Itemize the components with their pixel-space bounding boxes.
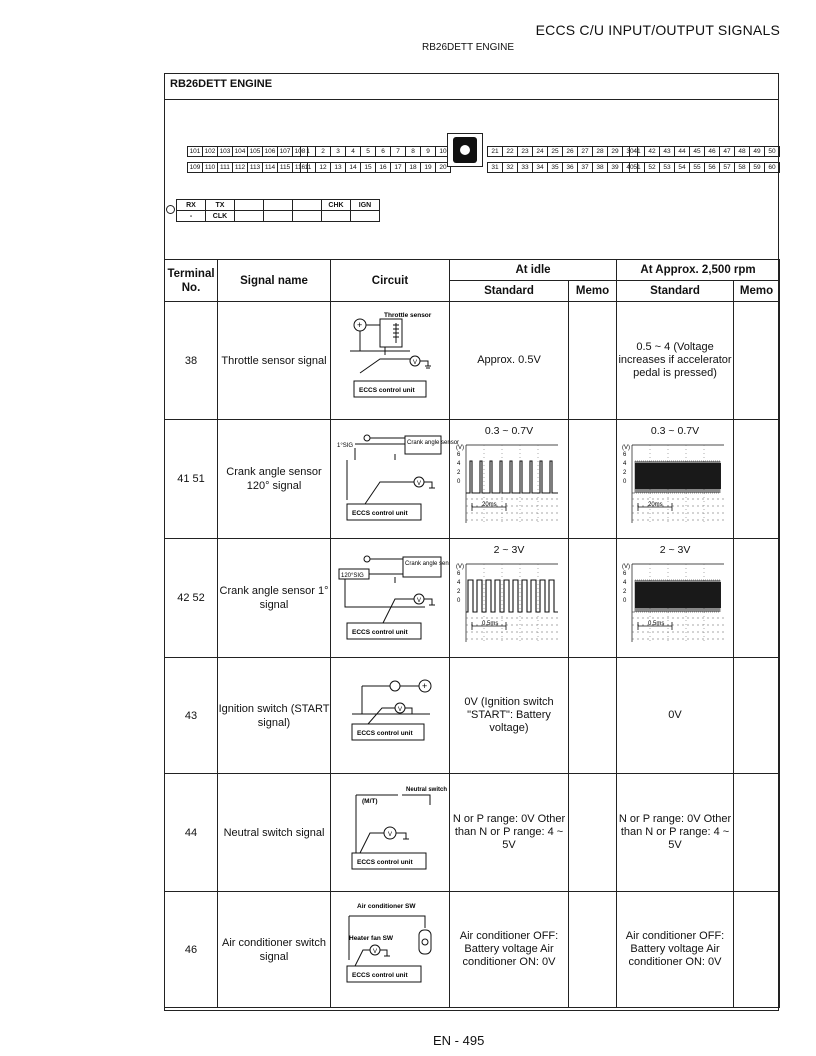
connector-pin: 2 xyxy=(316,147,331,156)
signal-name: Crank angle sensor 1° signal xyxy=(218,539,331,658)
connector-pin: 45 xyxy=(690,147,705,156)
connector-pin: 19 xyxy=(421,163,436,172)
divider xyxy=(164,99,779,100)
connector-pin: 34 xyxy=(533,163,548,172)
oscilloscope-trace xyxy=(454,556,564,648)
circuit-diagram xyxy=(331,774,450,892)
svg-text:Neutral switch: Neutral switch xyxy=(406,787,448,793)
connector-pin: 24 xyxy=(533,147,548,156)
svg-text:V: V xyxy=(417,597,422,604)
circuit-diagram xyxy=(331,892,450,1008)
connector-pin: 8 xyxy=(406,147,421,156)
diag-pin: RX xyxy=(177,200,206,211)
svg-text:V: V xyxy=(398,707,403,713)
scope-tick: 0 xyxy=(623,478,627,485)
header-circuit: Circuit xyxy=(331,260,450,302)
connector-pin: 53 xyxy=(660,163,675,172)
scope-tick: 4 xyxy=(457,460,461,467)
idle-standard: 0V (Ignition switch "START": Battery voltage) xyxy=(450,658,569,774)
time-scale-label: 0.5ms xyxy=(648,620,665,627)
page-header-subtitle: RB26DETT ENGINE xyxy=(422,42,515,53)
pin-row xyxy=(187,162,308,173)
connector-pin: 7 xyxy=(391,147,406,156)
waveform-line xyxy=(632,461,720,493)
scope-tick: 0 xyxy=(457,597,461,604)
connector-pin: 38 xyxy=(593,163,608,172)
connector-pin: 109 xyxy=(188,163,203,172)
rpm-waveform: 2 ~ 3V (V) 6 4 2 0 0.5ms xyxy=(617,539,734,658)
connector-pin: 16 xyxy=(376,163,391,172)
time-scale-label: 20ms xyxy=(482,501,497,508)
connector-pin: 41 xyxy=(630,147,645,156)
connector-pin: 26 xyxy=(563,147,578,156)
connector-pin: 105 xyxy=(248,147,263,156)
diag-pin xyxy=(293,200,322,211)
svg-text:ECCS control unit: ECCS control unit xyxy=(357,730,413,737)
connector-pin: 116 xyxy=(294,164,306,171)
connector-pin: 40 xyxy=(626,164,634,171)
scope-unit: (V) xyxy=(456,444,464,451)
connector-pin: 49 xyxy=(750,147,765,156)
svg-text:V: V xyxy=(373,949,378,955)
connector-pin: 35 xyxy=(548,163,563,172)
diag-pin xyxy=(235,211,264,222)
connector-pin: 46 xyxy=(705,147,720,156)
terminal-number: 41 51 xyxy=(165,420,218,539)
scope-tick: 6 xyxy=(623,451,627,458)
rpm-memo xyxy=(734,774,780,892)
connector-pin: 43 xyxy=(660,147,675,156)
pin-row xyxy=(300,146,451,157)
neutral-switch-circuit xyxy=(340,783,448,879)
connector-pin: 23 xyxy=(518,147,533,156)
connector-pin: 59 xyxy=(750,163,765,172)
svg-text:V: V xyxy=(413,360,418,366)
svg-text:Heater fan SW: Heater fan SW xyxy=(349,935,394,942)
rpm-memo xyxy=(734,420,780,539)
connector-pin: 4 xyxy=(346,147,361,156)
circuit-diagram xyxy=(331,420,460,539)
scope-tick: 0 xyxy=(623,597,627,604)
connector-pin: 50 xyxy=(768,148,776,155)
rpm-standard: 0V xyxy=(617,658,734,774)
svg-text:V: V xyxy=(417,480,422,487)
air-conditioner-circuit xyxy=(335,900,445,996)
connector-pin: 112 xyxy=(233,163,248,172)
connector-pin: 108 xyxy=(294,148,306,155)
signal-name: Ignition switch (START signal) xyxy=(218,658,331,774)
svg-text:ECCS control unit: ECCS control unit xyxy=(352,972,408,979)
idle-memo xyxy=(569,658,617,774)
waveform-line xyxy=(466,461,558,493)
table-row xyxy=(165,658,780,774)
connector-pin: 9 xyxy=(421,147,436,156)
connector-pin: 22 xyxy=(503,147,518,156)
scope-unit: (V) xyxy=(622,563,631,570)
connector-pin: 103 xyxy=(218,147,233,156)
connector-pin: 42 xyxy=(645,147,660,156)
diag-pin xyxy=(293,211,322,222)
page-header-title: ECCS C/U INPUT/OUTPUT SIGNALS xyxy=(535,22,780,38)
throttle-sensor-circuit xyxy=(340,311,440,407)
scope-tick: 6 xyxy=(457,451,461,458)
connector-pin: 37 xyxy=(578,163,593,172)
svg-text:+: + xyxy=(422,681,428,691)
circuit-diagram xyxy=(331,302,450,420)
idle-waveform: 2 ~ 3V (V) 6 4 2 0 0.5ms xyxy=(450,539,569,658)
oscilloscope-trace xyxy=(454,437,564,529)
rpm-standard: 0.5 ~ 4 (Voltage increases if accelerator pedal is pressed) xyxy=(617,302,734,420)
connector-key-icon xyxy=(447,133,483,167)
connector-pin: 3 xyxy=(331,147,346,156)
crank-angle-circuit xyxy=(335,430,460,526)
signal-name: Neutral switch signal xyxy=(218,774,331,892)
diagnostic-connector xyxy=(176,199,380,222)
connector-pin: 54 xyxy=(675,163,690,172)
terminal-number: 46 xyxy=(165,892,218,1008)
connector-latch-icon xyxy=(166,205,175,214)
connector-pin: 29 xyxy=(608,147,623,156)
connector-pin: 1 xyxy=(301,147,316,156)
time-scale-label: 0.5ms xyxy=(482,620,499,627)
connector-pin: 107 xyxy=(278,147,293,156)
diag-pin: CLK xyxy=(206,211,235,222)
idle-standard: Approx. 0.5V xyxy=(450,302,569,420)
connector-pin: 33 xyxy=(518,163,533,172)
circuit-diagram xyxy=(331,539,450,658)
header-standard: Standard xyxy=(617,281,734,302)
connector-pin: 56 xyxy=(705,163,720,172)
connector-pin: 32 xyxy=(503,163,518,172)
rpm-memo xyxy=(734,658,780,774)
connector-pin: 25 xyxy=(548,147,563,156)
svg-text:1°SIG: 1°SIG xyxy=(337,442,354,449)
rpm-memo xyxy=(734,539,780,658)
connector-pin: 106 xyxy=(263,147,278,156)
svg-text:Air conditioner SW: Air conditioner SW xyxy=(357,903,416,910)
connector-pin: 48 xyxy=(735,147,750,156)
svg-text:ECCS control unit: ECCS control unit xyxy=(352,628,408,636)
diag-pin: IGN xyxy=(351,200,380,211)
connector-pin: 104 xyxy=(233,147,248,156)
pin-row xyxy=(487,146,638,157)
connector-pin: 52 xyxy=(645,163,660,172)
scope-tick: 2 xyxy=(457,588,461,595)
table-row xyxy=(165,774,780,892)
rpm-waveform: 0.3 ~ 0.7V (V) 6 4 2 0 20ms xyxy=(617,420,734,539)
connector-pin: 111 xyxy=(218,163,233,172)
idle-memo xyxy=(569,892,617,1008)
diag-pin xyxy=(351,211,380,222)
scope-tick: 4 xyxy=(623,460,627,467)
svg-text:ECCS control unit: ECCS control unit xyxy=(352,509,408,517)
scope-unit: (V) xyxy=(622,444,631,451)
scope-tick: 2 xyxy=(623,588,627,595)
connector-pin: 21 xyxy=(488,147,503,156)
header-signal-name: Signal name xyxy=(218,260,331,302)
pin-row xyxy=(187,146,308,157)
connector-pin: 30 xyxy=(626,148,634,155)
idle-memo xyxy=(569,420,617,539)
svg-text:V: V xyxy=(388,832,393,838)
header-memo: Memo xyxy=(569,281,617,302)
scope-tick: 6 xyxy=(623,570,627,577)
rpm-standard: N or P range: 0V Other than N or P range: 4 ~ 5V xyxy=(617,774,734,892)
signal-name: Throttle sensor signal xyxy=(218,302,331,420)
table-row xyxy=(165,302,780,420)
scope-tick: 2 xyxy=(457,469,461,476)
scope-tick: 4 xyxy=(457,579,461,586)
connector-pin: 27 xyxy=(578,147,593,156)
connector-pin: 60 xyxy=(768,164,776,171)
connector-pin: 14 xyxy=(346,163,361,172)
rpm-standard: Air conditioner OFF: Battery voltage Air conditioner ON: 0V xyxy=(617,892,734,1008)
idle-memo xyxy=(569,774,617,892)
diag-pin: CHK xyxy=(322,200,351,211)
connector-pin: 36 xyxy=(563,163,578,172)
idle-memo xyxy=(569,302,617,420)
diag-pin: - xyxy=(177,211,206,222)
pin-row xyxy=(487,162,638,173)
header-terminal: Terminal No. xyxy=(165,260,218,302)
connector-pin: 55 xyxy=(690,163,705,172)
connector-pin: 113 xyxy=(248,163,263,172)
connector-pin: 47 xyxy=(720,147,735,156)
signal-name: Crank angle sensor 120° signal xyxy=(218,420,331,539)
page-number: EN - 495 xyxy=(433,1033,485,1048)
connector-pin: 114 xyxy=(263,163,278,172)
idle-waveform: 0.3 ~ 0.7V (V) 6 4 2 0 20ms xyxy=(450,420,569,539)
idle-memo xyxy=(569,539,617,658)
svg-text:Crank angle sensor: Crank angle sensor xyxy=(407,439,460,446)
oscilloscope-trace xyxy=(620,437,730,529)
svg-text:(M/T): (M/T) xyxy=(362,798,378,805)
terminal-number: 38 xyxy=(165,302,218,420)
scope-tick: 2 xyxy=(623,469,627,476)
header-standard: Standard xyxy=(450,281,569,302)
connector-pin: 12 xyxy=(316,163,331,172)
scope-tick: 6 xyxy=(457,570,461,577)
connector-pin: 5 xyxy=(361,147,376,156)
pin-row xyxy=(300,162,451,173)
connector-pin: 110 xyxy=(203,163,218,172)
connector-pin: 58 xyxy=(735,163,750,172)
diag-pin xyxy=(264,211,293,222)
connector-pin: 6 xyxy=(376,147,391,156)
terminal-number: 44 xyxy=(165,774,218,892)
connector-pin: 51 xyxy=(630,163,645,172)
svg-text:Crank angle sen: Crank angle sen xyxy=(405,560,449,567)
connector-pin: 10 xyxy=(439,148,447,155)
connector-pin: 11 xyxy=(301,163,316,172)
svg-text:+: + xyxy=(357,320,363,330)
scope-tick: 0 xyxy=(457,478,461,485)
frame-title: RB26DETT ENGINE xyxy=(170,78,273,90)
diag-pin xyxy=(235,200,264,211)
signal-table xyxy=(164,259,780,1008)
svg-text:120°SIG: 120°SIG xyxy=(341,572,364,579)
signal-name: Air conditioner switch signal xyxy=(218,892,331,1008)
connector-pin: 31 xyxy=(488,163,503,172)
scope-tick: 4 xyxy=(623,579,627,586)
connector-pin: 13 xyxy=(331,163,346,172)
connector-pin: 20 xyxy=(439,164,447,171)
time-scale-label: 20ms xyxy=(648,501,663,508)
diag-pin xyxy=(264,200,293,211)
rpm-memo xyxy=(734,302,780,420)
diag-pin xyxy=(322,211,351,222)
idle-standard: Air conditioner OFF: Battery voltage Air conditioner ON: 0V xyxy=(450,892,569,1008)
connector-pin: 15 xyxy=(361,163,376,172)
header-at-idle: At idle xyxy=(450,260,617,281)
pin-row xyxy=(629,162,780,173)
connector-pin: 17 xyxy=(391,163,406,172)
connector-pin: 115 xyxy=(278,163,293,172)
svg-text:ECCS control unit: ECCS control unit xyxy=(357,859,413,866)
terminal-number: 42 52 xyxy=(165,539,218,658)
circuit-label: Throttle sensor xyxy=(384,312,432,319)
connector-pin: 39 xyxy=(608,163,623,172)
connector-pin: 57 xyxy=(720,163,735,172)
idle-standard: N or P range: 0V Other than N or P range: 4 ~ 5V xyxy=(450,774,569,892)
connector-pin: 44 xyxy=(675,147,690,156)
crank-angle-circuit xyxy=(335,549,449,645)
circuit-diagram xyxy=(331,658,450,774)
ignition-switch-circuit xyxy=(340,674,440,754)
scope-axis xyxy=(466,564,558,642)
scope-unit: (V) xyxy=(456,563,464,570)
waveform-line xyxy=(632,580,720,612)
header-at-rpm: At Approx. 2,500 rpm xyxy=(617,260,780,281)
terminal-number: 43 xyxy=(165,658,218,774)
header-memo: Memo xyxy=(734,281,780,302)
connector-pin: 28 xyxy=(593,147,608,156)
diag-pin: TX xyxy=(206,200,235,211)
waveform-line xyxy=(466,580,558,612)
pin-row xyxy=(629,146,780,157)
circuit-unit: ECCS control unit xyxy=(359,387,415,394)
rpm-memo xyxy=(734,892,780,1008)
table-row xyxy=(165,539,780,658)
table-row xyxy=(165,892,780,1008)
connector-pin: 101 xyxy=(188,147,203,156)
table-row xyxy=(165,420,780,539)
connector-pin: 102 xyxy=(203,147,218,156)
connector-pin: 18 xyxy=(406,163,421,172)
oscilloscope-trace xyxy=(620,556,730,648)
